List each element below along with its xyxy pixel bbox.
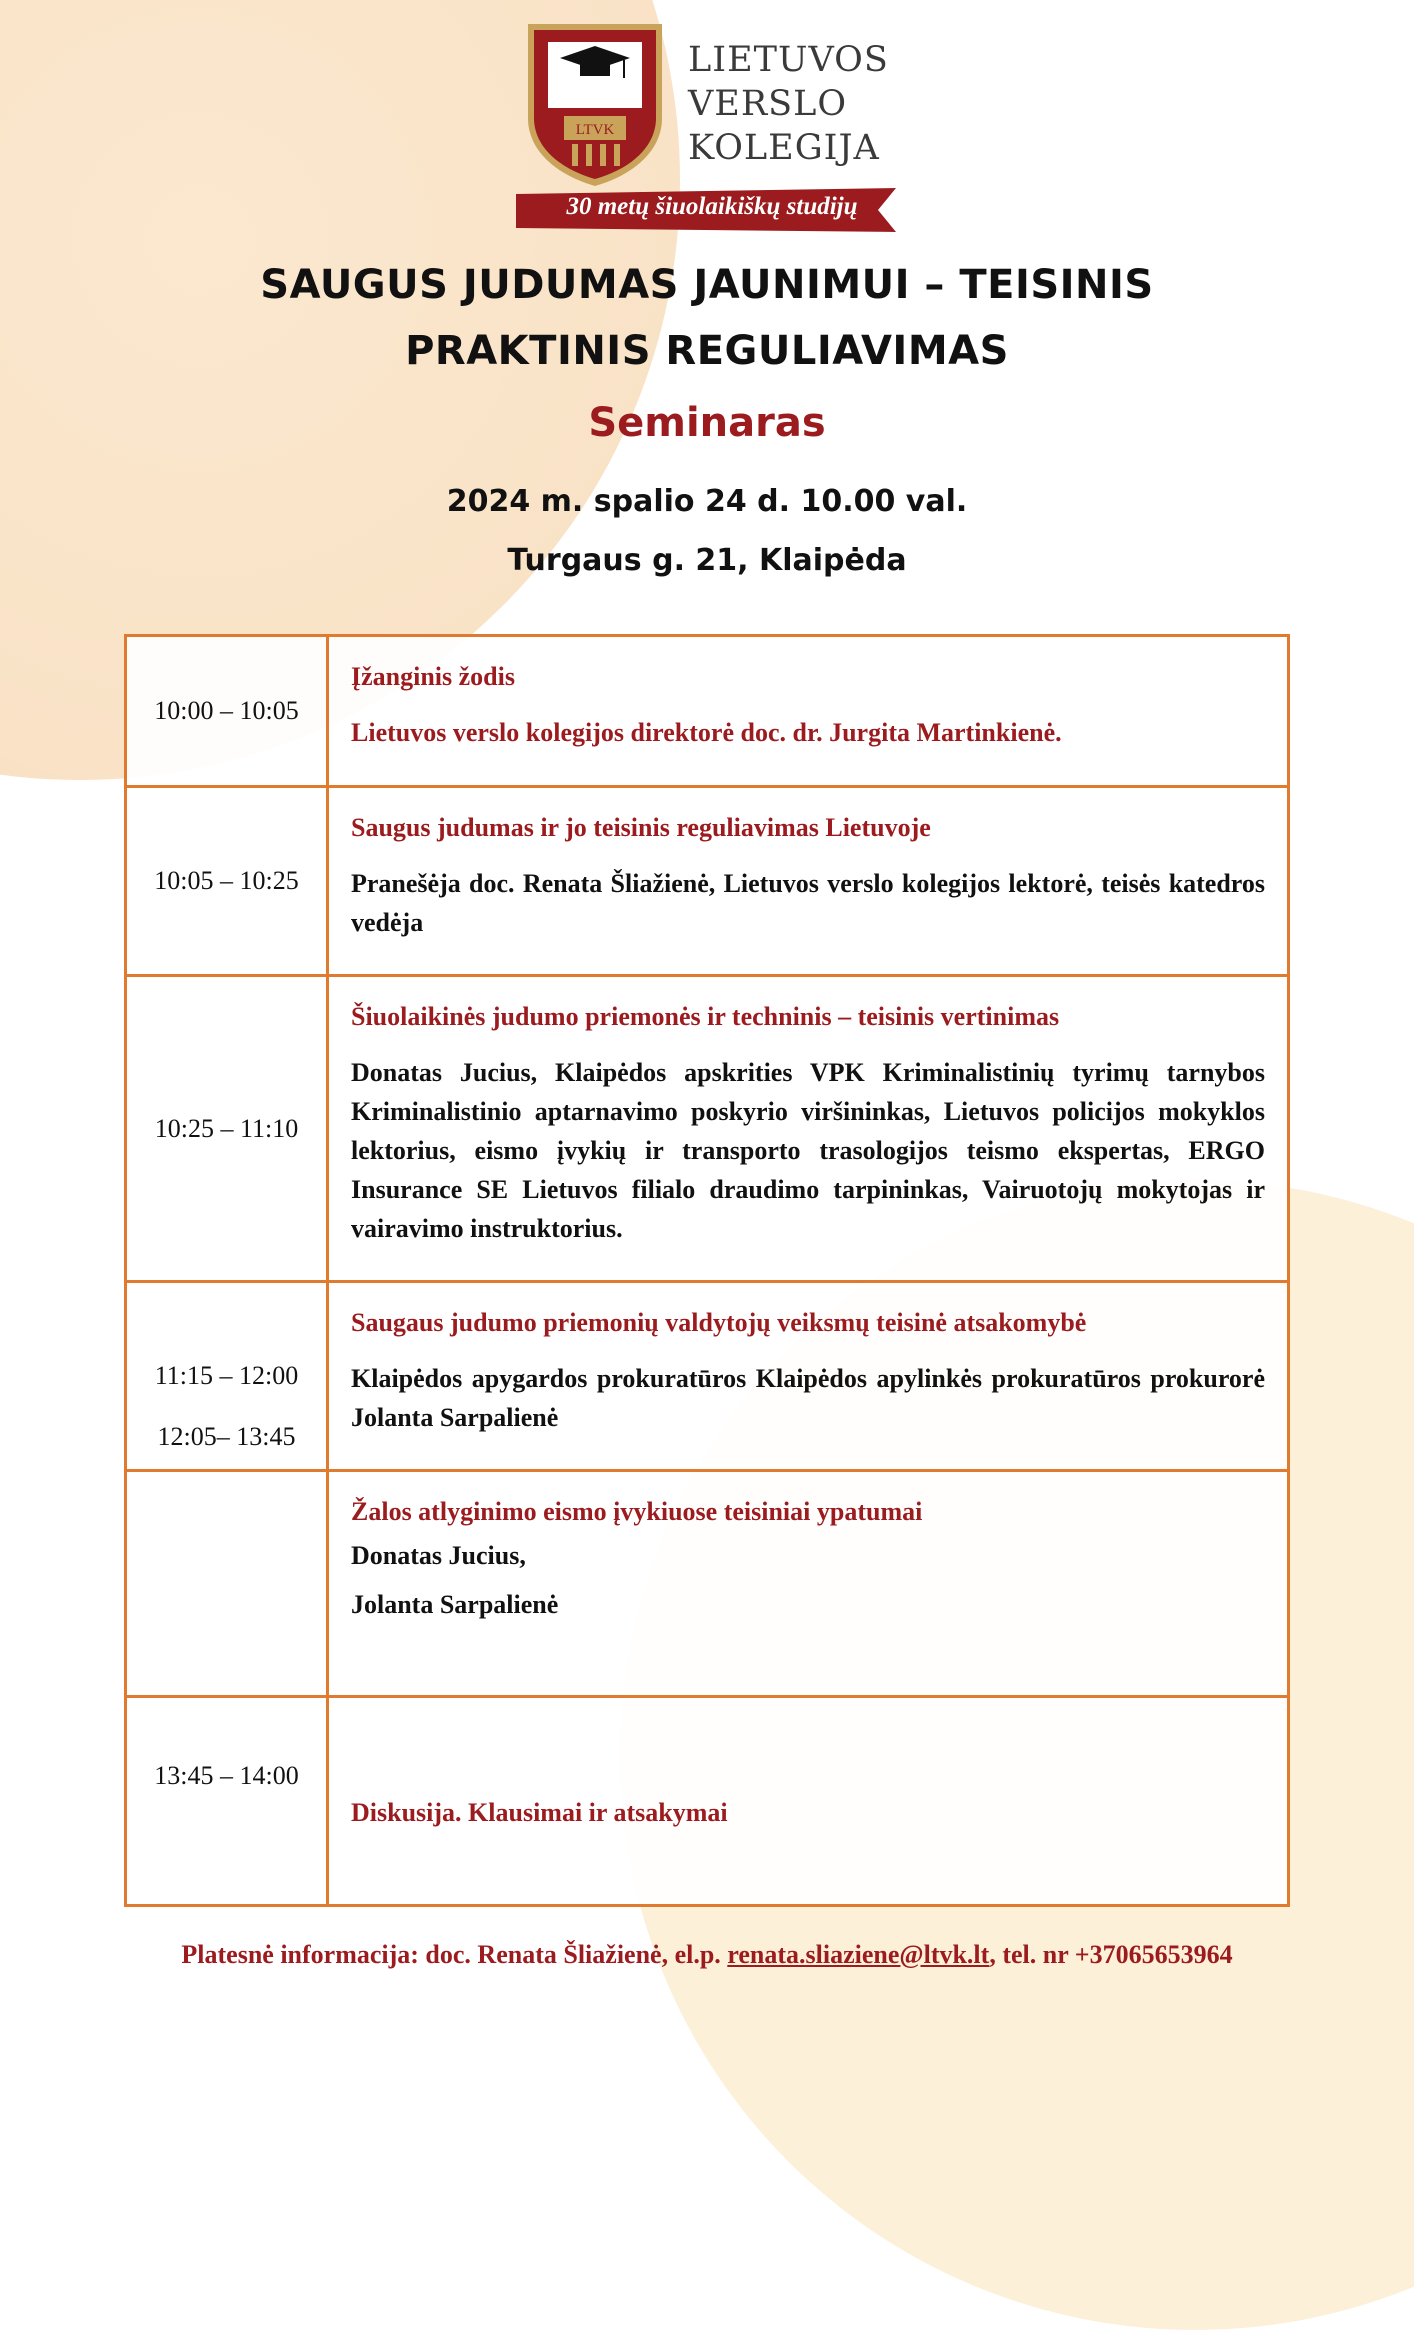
session-speaker: Donatas Jucius, Klaipėdos apskrities VPK Kriminalistinių tyrimų tarnybos Kriminalistinio aptarnavimo poskyrio viršininkas, Lietuvos policijos mokyklos lektorius, eismo įvykių ir transporto trasologijos teismo ekspertas, ERGO Insurance SE Lietuvos filialo draudimo tarpininkas, Vairuotojų mokytojas ir vairavimo instruktorius. <box>351 1058 1265 1243</box>
shield-label: LTVK <box>575 122 615 138</box>
session-speaker: Donatas Jucius, <box>351 1541 526 1570</box>
event-type: Seminaras <box>588 400 826 446</box>
session-topic: Saugus judumas ir jo teisinis reguliavimas Lietuvoje <box>351 813 931 842</box>
schedule-description <box>328 976 1289 1282</box>
session-speaker: Pranešėja doc. Renata Šliažienė, Lietuvos verslo kolegijos lektorė, teisės katedros vedėja <box>351 869 1265 937</box>
schedule-row <box>126 787 1289 976</box>
schedule-description <box>328 636 1289 787</box>
session-topic: Įžanginis žodis <box>351 662 515 691</box>
schedule-description <box>328 1697 1289 1906</box>
schedule-time: 10:05 – 10:25 <box>126 787 328 976</box>
schedule-row <box>126 1697 1289 1906</box>
schedule-time <box>126 1422 328 1697</box>
schedule-time: 11:15 – 12:00 <box>126 1282 328 1471</box>
session-speaker: Klaipėdos apygardos prokuratūros Klaipėdos apylinkės prokuratūros prokurorė Jolanta Sarpalienė <box>351 1364 1265 1432</box>
contact-info <box>0 1940 1414 1970</box>
schedule-row <box>126 976 1289 1282</box>
session-topic: Žalos atlyginimo eismo įvykiuose teisiniai ypatumai <box>351 1497 923 1526</box>
schedule-description <box>328 787 1289 976</box>
college-name-line-3: KOLEGIJA <box>688 128 880 168</box>
session-speaker: Jolanta Sarpalienė <box>351 1590 559 1619</box>
contact-prefix: Platesnė informacija: doc. Renata Šliažienė, el.p. <box>181 1940 721 1969</box>
contact-phone: , tel. nr +37065653964 <box>989 1940 1233 1969</box>
college-logo <box>520 8 900 233</box>
schedule-table <box>124 634 1290 1907</box>
college-name-line-1: LIETUVOS <box>688 40 889 80</box>
anniversary-text: 30 metų šiuolaikiškų studijų <box>566 193 858 220</box>
schedule-row <box>126 1471 1289 1697</box>
schedule-row <box>126 636 1289 787</box>
schedule-time-text: 12:05– 13:45 <box>157 1422 296 1451</box>
schedule-time <box>126 1697 328 1906</box>
schedule-time-text: 13:45 – 14:00 <box>154 1761 299 1790</box>
contact-email-link[interactable]: renata.sliaziene@ltvk.lt <box>727 1940 990 1969</box>
event-title-line-2: PRAKTINIS REGULIAVIMAS <box>405 328 1009 374</box>
college-name-line-2: VERSLO <box>688 84 848 124</box>
schedule-description <box>328 1471 1289 1697</box>
schedule-time: 10:00 – 10:05 <box>126 636 328 787</box>
session-topic: Diskusija. Klausimai ir atsakymai <box>351 1798 728 1827</box>
shield-emblem-icon <box>520 18 670 188</box>
event-date: 2024 m. spalio 24 d. 10.00 val. <box>446 484 968 519</box>
schedule-time: 10:25 – 11:10 <box>126 976 328 1282</box>
college-name <box>688 38 889 170</box>
session-speaker: Lietuvos verslo kolegijos direktorė doc. dr. Jurgita Martinkienė. <box>351 718 1062 747</box>
event-title-line-1: SAUGUS JUDUMAS JAUNIMUI – TEISINIS <box>260 262 1154 308</box>
schedule-description <box>328 1282 1289 1471</box>
event-location: Turgaus g. 21, Klaipėda <box>507 543 907 578</box>
session-topic: Saugaus judumo priemonių valdytojų veiksmų teisinė atsakomybė <box>351 1308 1087 1337</box>
session-topic: Šiuolaikinės judumo priemonės ir techninis – teisinis vertinimas <box>351 1002 1060 1031</box>
